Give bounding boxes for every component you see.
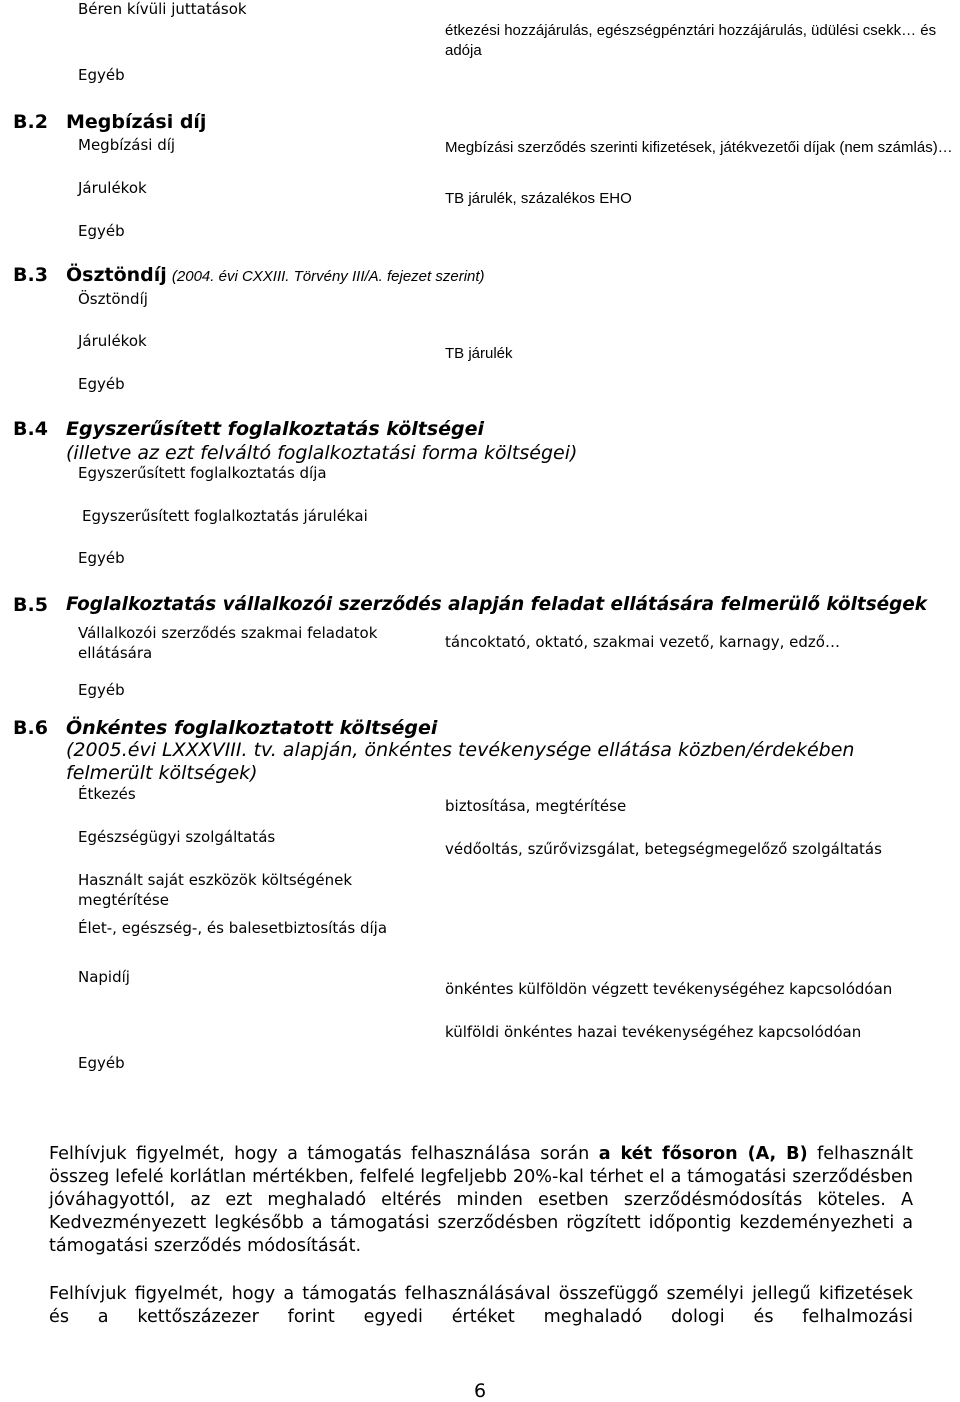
section-title-b4: Egyszerűsített foglalkoztatás költségei [66, 418, 485, 440]
section-code-b5: B.5 [13, 594, 48, 616]
b4-item-dija: Egyszerűsített foglalkoztatás díja [78, 464, 327, 482]
notice-paragraph-1-part2: felhasznált összeg lefelé korlátlan mértékben, felfelé legfeljebb 20%-kal térhet el a támogatási szerződésben jóváhagyottól, az ezt meghaladó eltérés minden esetben szerződésmódosítás köteles. A Kedvezményezett legkésőbb a támogatási szerződésben rögzített időpontig kezdeményezheti a támogatási szerződés módosítását. [49, 1144, 913, 1256]
section-title-b3-line [66, 264, 485, 286]
notice-paragraph-1 [49, 1143, 913, 1258]
b4-item-jarulekai: Egyszerűsített foglalkoztatás járulékai [82, 507, 368, 525]
egyeb-label: Egyéb [78, 681, 125, 699]
section-code-b6: B.6 [13, 717, 48, 739]
section-code-b4: B.4 [13, 418, 48, 440]
notice-paragraph-2: Felhívjuk figyelmét, hogy a támogatás felhasználásával összefüggő személyi jellegű kifizetések és a kettőszázezer forint egyedi értéket meghaladó dologi és felhalmozási [49, 1284, 913, 1327]
section-subtitle-b6-line1: (2005.évi LXXXVIII. tv. alapján, önkéntes tevékenysége ellátása közben/érdekében [66, 739, 855, 761]
b6-item-biztositas: Élet-, egészség-, és balesetbiztosítás díja [78, 919, 388, 937]
section-title-b2: Megbízási díj [66, 111, 207, 133]
b6-item-napidij: Napidíj [78, 968, 130, 986]
egyeb-label: Egyéb [78, 222, 125, 240]
b6-item-napidij-desc2: külföldi önkéntes hazai tevékenységéhez kapcsolódóan [445, 1023, 862, 1041]
section-title-b5: Foglalkoztatás vállalkozói szerződés alapján feladat ellátására felmerülő költségek [66, 594, 927, 615]
b5-item-vallalkozoi: Vállalkozói szerződés szakmai feladatok ellátására [78, 624, 378, 662]
b6-item-etkezes: Étkezés [78, 785, 136, 803]
section-code-b2: B.2 [13, 111, 48, 133]
b6-item-egeszsegugyi-desc: védőoltás, szűrővizsgálat, betegségmegelőző szolgáltatás [445, 840, 882, 858]
egyeb-label: Egyéb [78, 1054, 125, 1072]
beren-label: Béren kívüli juttatások [78, 0, 247, 18]
egyeb-label: Egyéb [78, 66, 125, 84]
section-subtitle-b4: (illetve az ezt felváltó foglalkoztatási forma költségei) [66, 442, 578, 464]
beren-desc: étkezési hozzájárulás, egészségpénztári hozzájárulás, üdülési csekk… és adója [445, 22, 937, 59]
notice-paragraph-1-bold: a két fősoron (A, B) [598, 1144, 808, 1164]
b6-item-napidij-desc1: önkéntes külföldön végzett tevékenységéhez kapcsolódóan [445, 980, 893, 998]
b2-item-megbizasi-dij: Megbízási díj [78, 136, 176, 154]
b3-item-osztondij: Ösztöndíj [78, 290, 148, 308]
b6-item-hasznalt-eszkozok: Használt saját eszközök költségének megtérítése [78, 871, 353, 909]
b3-item-jarulekok: Járulékok [78, 332, 147, 350]
section-subtitle-b3: (2004. évi CXXIII. Törvény III/A. fejezet szerint) [171, 268, 485, 285]
section-title-b6: Önkéntes foglalkoztatott költségei [66, 717, 438, 739]
b2-item-jarulekok-desc: TB járulék, százalékos EHO [445, 190, 632, 207]
b6-item-etkezes-desc: biztosítása, megtérítése [445, 797, 627, 815]
page-number: 6 [474, 1380, 487, 1402]
b2-item-megbizasi-dij-desc: Megbízási szerződés szerinti kifizetések, játékvezetői díjak (nem számlás)… [445, 139, 953, 156]
section-title-b3: Ösztöndíj [66, 264, 167, 286]
egyeb-label: Egyéb [78, 549, 125, 567]
section-code-b3: B.3 [13, 264, 48, 286]
b3-item-jarulekok-desc: TB járulék [445, 345, 513, 362]
egyeb-label: Egyéb [78, 375, 125, 393]
section-subtitle-b6-line2: felmerült költségek) [66, 762, 258, 784]
b6-item-egeszsegugyi: Egészségügyi szolgáltatás [78, 828, 276, 846]
b5-item-vallalkozoi-desc: táncoktató, oktató, szakmai vezető, karnagy, edző… [445, 633, 840, 651]
b2-item-jarulekok: Járulékok [78, 179, 147, 197]
notice-paragraph-1-part1: Felhívjuk figyelmét, hogy a támogatás felhasználása során [49, 1144, 590, 1164]
